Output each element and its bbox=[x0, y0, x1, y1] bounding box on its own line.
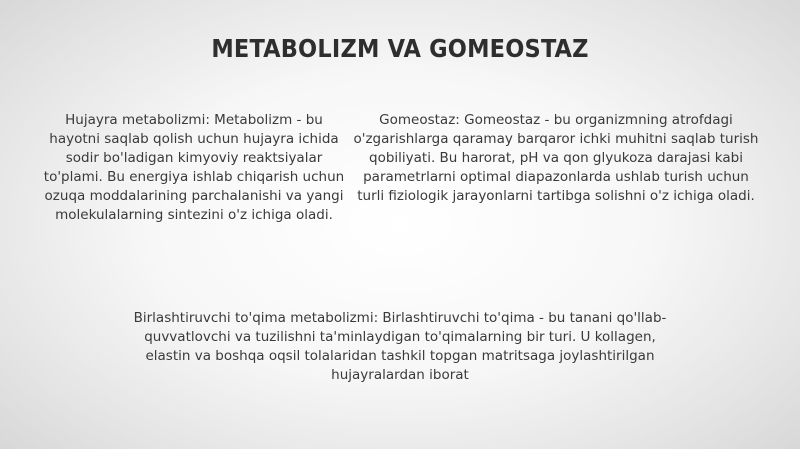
cellular-metabolism-text: Hujayra metabolizmi: Metabolizm - bu hayotni saqlab qolish uchun hujayra ichida sodir bo'ladigan kimyoviy reaktsiyalar to'plami. Bu energiya ishlab chiqarish uchun ozuqa moddalarining parchalanishi va yangi molekulalarning sintezini o'z ichiga oladi. bbox=[43, 112, 345, 223]
slide-title: METABOLIZM VA GOMEOSTAZ bbox=[211, 34, 589, 63]
connective-tissue-metabolism-text: Birlashtiruvchi to'qima metabolizmi: Birlashtiruvchi to'qima - bu tanani qo'llab-quvvatlovchi va tuzilishni ta'minlaydigan to'qimalarning bir turi. U kollagen, elastin va boshqa oqsil tolalaridan tashkil topgan matritsaga joylashtirilgan hujayralardan iborat bbox=[133, 310, 667, 383]
homeostasis-text: Gomeostaz: Gomeostaz - bu organizmning atrofdagi o'zgarishlarga qaramay barqaror ichki muhitni saqlab turish qobiliyati. Bu harorat, pH va qon glyukoza darajasi kabi parametrlarni optimal diapazonlarda ushlab turish uchun turli fiziologik jarayonlarni tartibga solishni o'z ichiga oladi. bbox=[353, 112, 759, 204]
